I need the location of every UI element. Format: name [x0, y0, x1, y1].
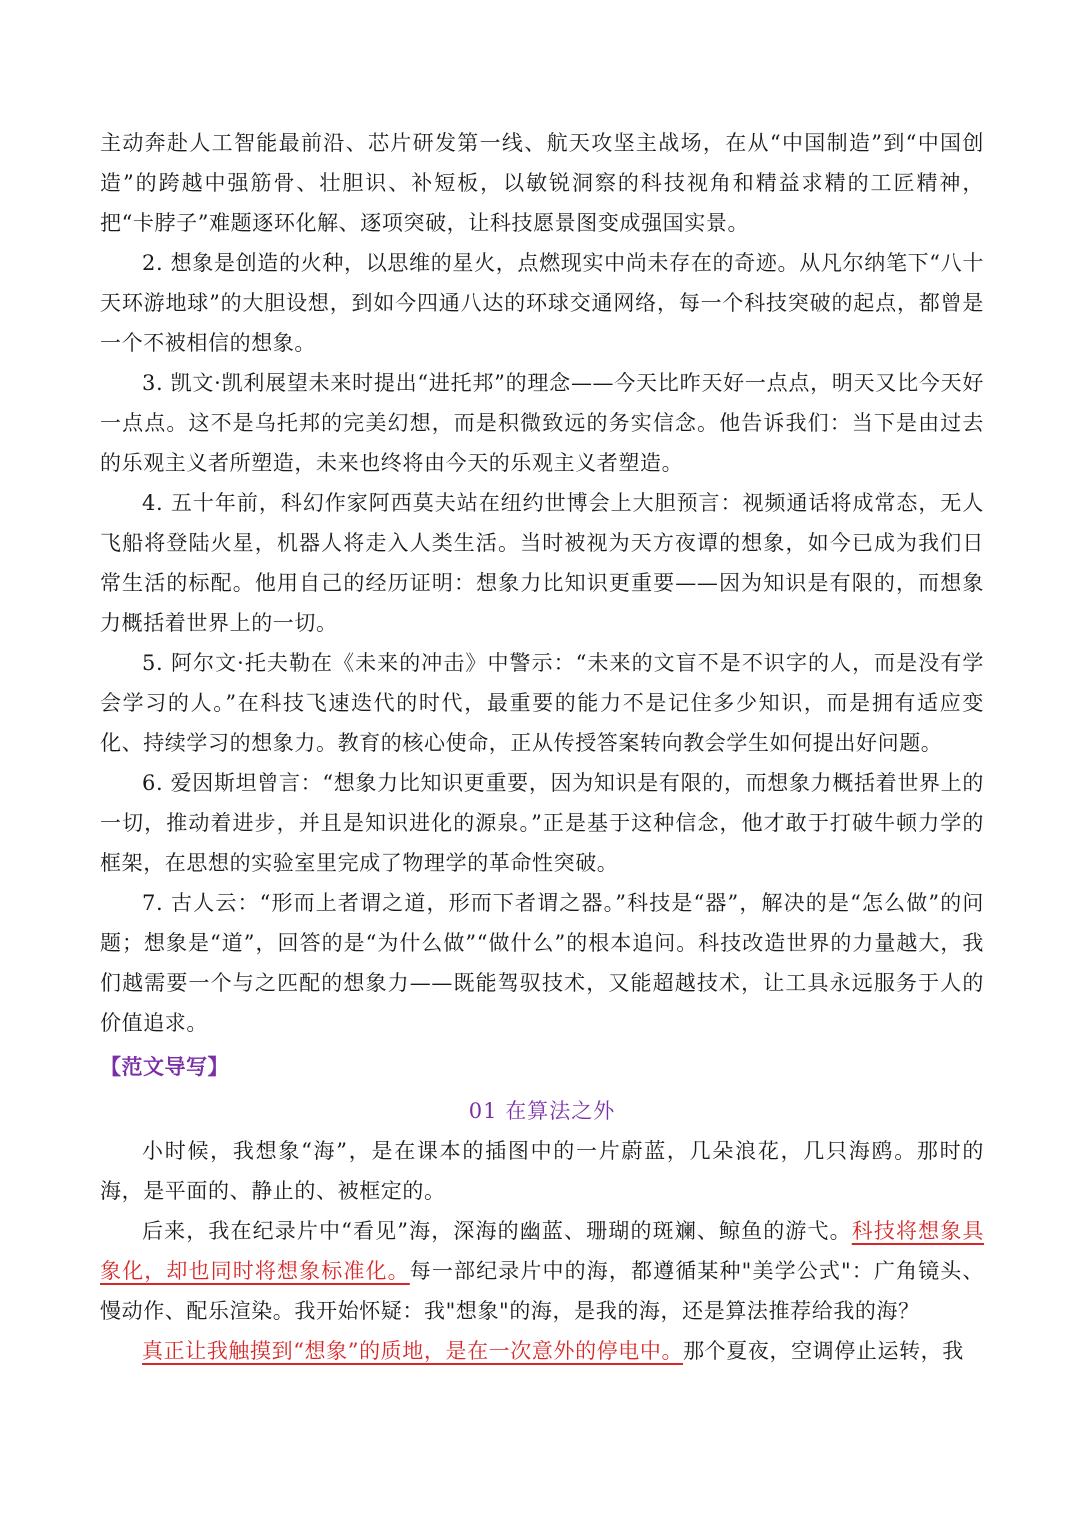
document-page — [100, 123, 984, 1371]
section-heading: 【范文导写】 — [100, 1055, 229, 1079]
article-title: 01 在算法之外 — [468, 1099, 616, 1123]
paragraph-3: 3. 凯文·凯利展望未来时提出“进托邦”的理念——今天比昨天好一点点，明天又比今天好一点点。这不是乌托邦的完美幻想，而是积微致远的务实信念。他告诉我们：当下是由过去的乐观主义者所塑造，未来也终将由今天的乐观主义者塑造。 — [100, 371, 984, 475]
article-paragraph-3-end: 那个夏夜，空调停止运转，我 — [683, 1339, 964, 1363]
highlighted-sentence: 真正让我触摸到“想象”的质地，是在一次意外的停电中。 — [142, 1339, 684, 1363]
paragraph-5: 5. 阿尔文·托夫勒在《未来的冲击》中警示：“未来的文盲不是不识字的人，而是没有学会学习的人。”在科技飞速迭代的时代，最重要的能力不是记住多少知识，而是拥有适应变化、持续学习的想象力。教育的核心使命，正从传授答案转向教会学生如何提出好问题。 — [100, 651, 984, 755]
article-paragraph-3 — [100, 1331, 984, 1371]
highlighted-sentence: 科技将想象具象化，却也同时将想象标准化。 — [100, 1219, 984, 1283]
article-paragraph-2-start: 后来，我在纪录片中“看见”海，深海的幽蓝、珊瑚的斑斓、鲸鱼的游弋。 — [142, 1219, 852, 1243]
paragraph-continued: 主动奔赴人工智能最前沿、芯片研发第一线、航天攻坚主战场，在从“中国制造”到“中国创造”的跨越中强筋骨、壮胆识、补短板，以敏锐洞察的科技视角和精益求精的工匠精神，把“卡脖子”难题逐环化解、逐项突破，让科技愿景图变成强国实景。 — [100, 131, 984, 235]
article-paragraph-2 — [100, 1211, 984, 1331]
article-paragraph-2-end: 每一部纪录片中的海，都遵循某种"美学公式"：广角镜头、慢动作、配乐渲染。我开始怀疑：我"想象"的海，是我的海，还是算法推荐给我的海？ — [100, 1259, 984, 1323]
paragraph-7: 7. 古人云：“形而上者谓之道，形而下者谓之器。”科技是“器”，解决的是“怎么做”的问题；想象是“道”，回答的是“为什么做”“做什么”的根本追问。科技改造世界的力量越大，我们越需要一个与之匹配的想象力——既能驾驭技术，又能超越技术，让工具永远服务于人的价值追求。 — [100, 891, 984, 1035]
paragraph-2: 2. 想象是创造的火种，以思维的星火，点燃现实中尚未存在的奇迹。从凡尔纳笔下“八十天环游地球”的大胆设想，到如今四通八达的环球交通网络，每一个科技突破的起点，都曾是一个不被相信的想象。 — [100, 251, 984, 355]
article-paragraph-1: 小时候，我想象“海”，是在课本的插图中的一片蔚蓝，几朵浪花，几只海鸥。那时的海，是平面的、静止的、被框定的。 — [100, 1139, 984, 1203]
paragraph-4: 4. 五十年前，科幻作家阿西莫夫站在纽约世博会上大胆预言：视频通话将成常态，无人飞船将登陆火星，机器人将走入人类生活。当时被视为天方夜谭的想象，如今已成为我们日常生活的标配。他用自己的经历证明：想象力比知识更重要——因为知识是有限的，而想象力概括着世界上的一切。 — [100, 491, 984, 635]
paragraph-6: 6. 爱因斯坦曾言：“想象力比知识更重要，因为知识是有限的，而想象力概括着世界上的一切，推动着进步，并且是知识进化的源泉。”正是基于这种信念，他才敢于打破牛顿力学的框架，在思想的实验室里完成了物理学的革命性突破。 — [100, 771, 984, 875]
